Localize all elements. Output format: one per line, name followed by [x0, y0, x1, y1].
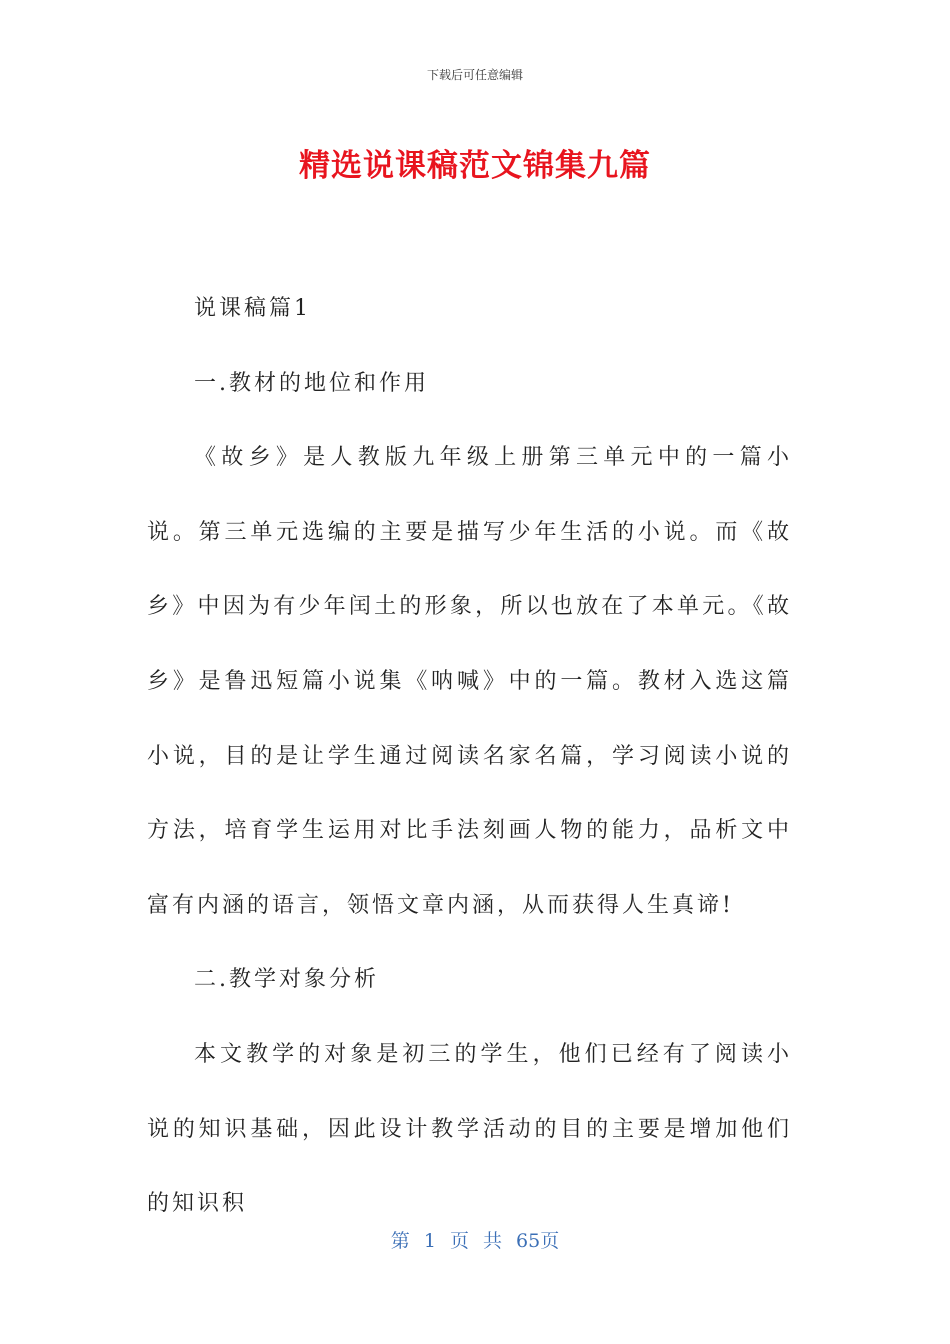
paragraph-subheading-textbook-role: 一.教材的地位和作用: [194, 370, 429, 396]
paragraph-textbook-description: 《故乡》是人教版九年级上册第三单元中的一篇小说。第三单元选编的主要是描写少年生活的小说。而《故乡》中因为有少年闰土的形象，所以也放在了本单元。《故乡》是鲁迅短篇小说集《呐喊》中的一篇。教材入选这篇小说，目的是让学生通过阅读名家名篇，学习阅读小说的方法，培育学生运用对比手法刻画人物的能力，品析文中富有内涵的语言，领悟文章内涵，从而获得人生真谛!: [147, 445, 792, 918]
paragraph-section-heading: 说课稿篇1: [194, 296, 311, 321]
paragraph-student-analysis: 本文教学的对象是初三的学生，他们已经有了阅读小说的知识基础，因此设计教学活动的目的主要是增加他们的知识积: [147, 1041, 792, 1217]
page-footer-pagination: 第 1 页 共 65页: [390, 1230, 560, 1252]
document-body: [147, 272, 792, 1242]
page-header-note: 下载后可任意编辑: [426, 68, 523, 82]
document-title: 精选说课稿范文锦集九篇: [299, 148, 651, 184]
paragraph-subheading-student-analysis: 二.教学对象分析: [194, 967, 379, 993]
